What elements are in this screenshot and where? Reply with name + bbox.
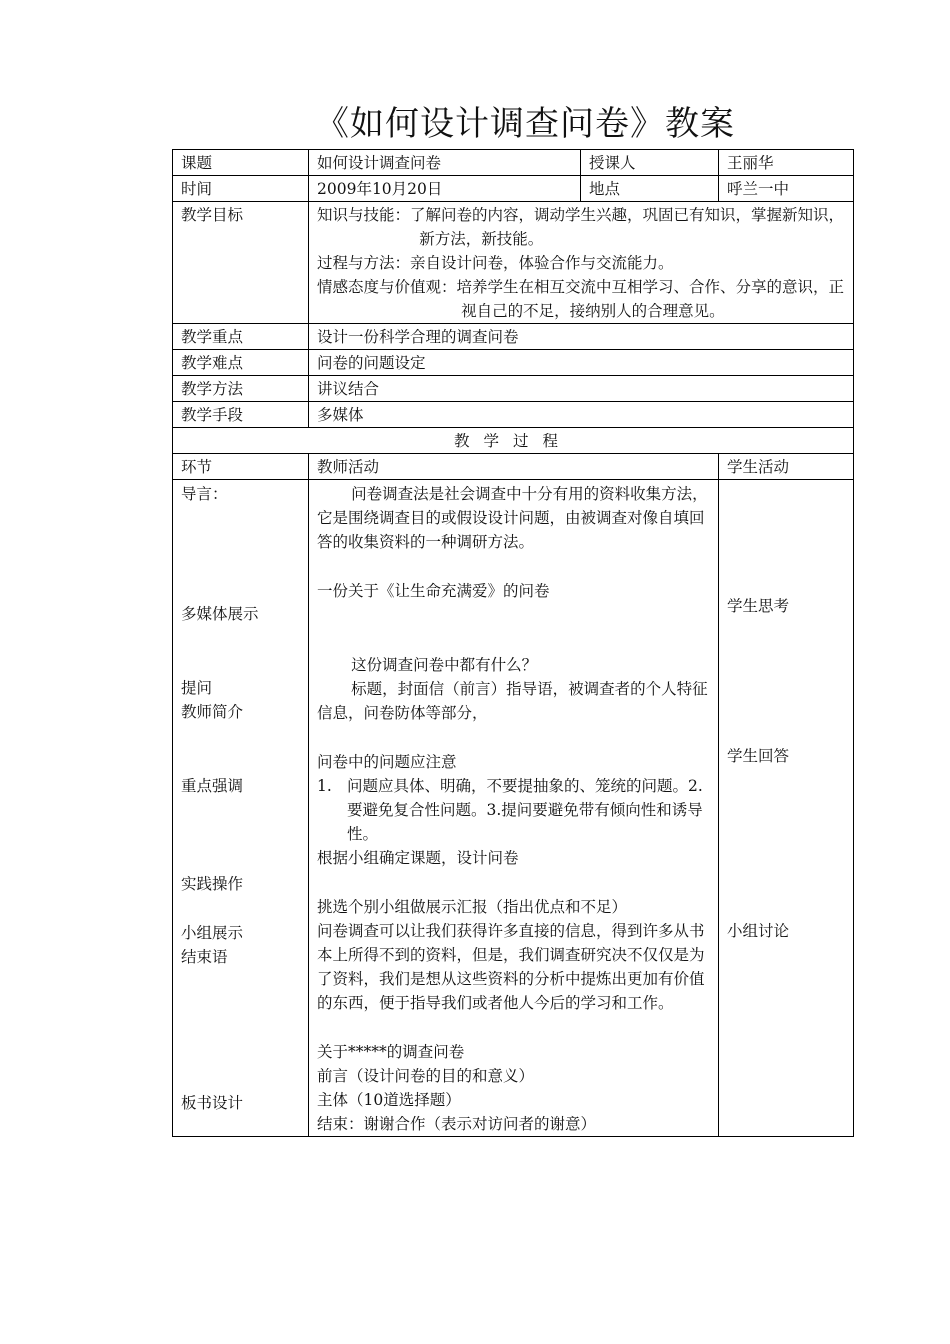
teacher-focus-list <box>317 774 710 846</box>
teacher-media: 一份关于《让生命充满爱》的问卷 <box>317 582 550 600</box>
table-row <box>173 176 854 202</box>
row-value: 讲议结合 <box>309 376 854 402</box>
goals-content <box>309 202 854 324</box>
course-label: 课题 <box>173 150 309 176</box>
goal-process: 过程与方法：亲自设计问卷，体验合作与交流能力。 <box>317 254 674 272</box>
teacher-value: 王丽华 <box>719 150 854 176</box>
stage-show: 小组展示 <box>181 924 244 942</box>
goals-label: 教学目标 <box>173 202 309 324</box>
col-teacher: 教师活动 <box>309 454 719 480</box>
board-line: 前言（设计问卷的目的和意义） <box>317 1067 535 1085</box>
col-student: 学生活动 <box>719 454 854 480</box>
stage-ending: 结束语 <box>181 948 228 966</box>
student-answer: 学生回答 <box>727 747 790 765</box>
goal-knowledge: 知识与技能：了解问卷的内容，调动学生兴趣，巩固已有知识，掌握新知识，新方法，新技能。 <box>317 206 845 248</box>
lesson-plan-table <box>172 149 854 1137</box>
row-value: 问卷的问题设定 <box>309 350 854 376</box>
stage-teacher-intro: 教师简介 <box>181 703 244 721</box>
list-number: 1. <box>317 777 332 795</box>
page-title: 《如何设计调查问卷》教案 <box>315 104 735 144</box>
board-line: 主体（10道选择题） <box>317 1091 461 1109</box>
row-label: 教学方法 <box>173 376 309 402</box>
stage-media: 多媒体展示 <box>181 605 259 623</box>
row-label: 教学难点 <box>173 350 309 376</box>
place-label: 地点 <box>581 176 719 202</box>
time-label: 时间 <box>173 176 309 202</box>
goal-emotion: 情感态度与价值观：培养学生在相互交流中互相学习、合作、分享的意识，正视自己的不足，接纳别人的合理意见。 <box>317 278 845 320</box>
teacher-label: 授课人 <box>581 150 719 176</box>
stage-board: 板书设计 <box>181 1094 244 1112</box>
teacher-focus-title: 问卷中的问题应注意 <box>317 753 457 771</box>
student-column <box>719 480 854 1137</box>
stage-focus: 重点强调 <box>181 777 244 795</box>
board-line: 结束：谢谢合作（表示对访问者的谢意） <box>317 1115 597 1133</box>
table-row <box>173 350 854 376</box>
teacher-practice: 根据小组确定课题，设计问卷 <box>317 849 519 867</box>
table-row <box>173 324 854 350</box>
process-heading: 教学过程 <box>173 428 854 454</box>
col-stage: 环节 <box>173 454 309 480</box>
place-value: 呼兰一中 <box>719 176 854 202</box>
row-label: 教学手段 <box>173 402 309 428</box>
table-row <box>173 376 854 402</box>
time-value: 2009年10月20日 <box>309 176 581 202</box>
teacher-ending: 问卷调查可以让我们获得许多直接的信息，得到许多从书本上所得不到的资料，但是，我们调查研究决不仅仅是为了资料，我们是想从这些资料的分析中提炼出更加有价值的东西，便于指导我们或者他人今后的学习和工作。 <box>317 922 705 1012</box>
row-label: 教学重点 <box>173 324 309 350</box>
stage-column <box>173 480 309 1137</box>
teacher-show: 挑选个别小组做展示汇报（指出优点和不足） <box>317 898 628 916</box>
teacher-column <box>309 480 719 1137</box>
table-row <box>173 202 854 324</box>
teacher-ask: 这份调查问卷中都有什么？ <box>351 656 538 674</box>
student-think: 学生思考 <box>727 597 790 615</box>
course-value: 如何设计调查问卷 <box>309 150 581 176</box>
row-value: 多媒体 <box>309 402 854 428</box>
row-value: 设计一份科学合理的调查问卷 <box>309 324 854 350</box>
table-row <box>173 402 854 428</box>
board-line: 关于*****的调查问卷 <box>317 1043 465 1061</box>
teacher-intro-text: 标题，封面信（前言）指导语，被调查者的个人特征信息，问卷防体等部分， <box>317 680 708 722</box>
stage-practice: 实践操作 <box>181 875 244 893</box>
stage-ask: 提问 <box>181 679 213 697</box>
table-row <box>173 428 854 454</box>
process-row <box>173 480 854 1137</box>
teacher-intro: 问卷调查法是社会调查中十分有用的资料收集方法，它是围绕调查目的或假设设计问题，由被调查对像自填回答的收集资料的一种调研方法。 <box>317 485 708 551</box>
table-row <box>173 454 854 480</box>
table-row <box>173 150 854 176</box>
stage-intro: 导言： <box>181 485 228 503</box>
teacher-focus-text: 问题应具体、明确，不要提抽象的、笼统的问题。2.要避免复合性问题。3.提问要避免带有倾向性和诱导性。 <box>347 777 703 843</box>
student-discuss: 小组讨论 <box>727 922 790 940</box>
